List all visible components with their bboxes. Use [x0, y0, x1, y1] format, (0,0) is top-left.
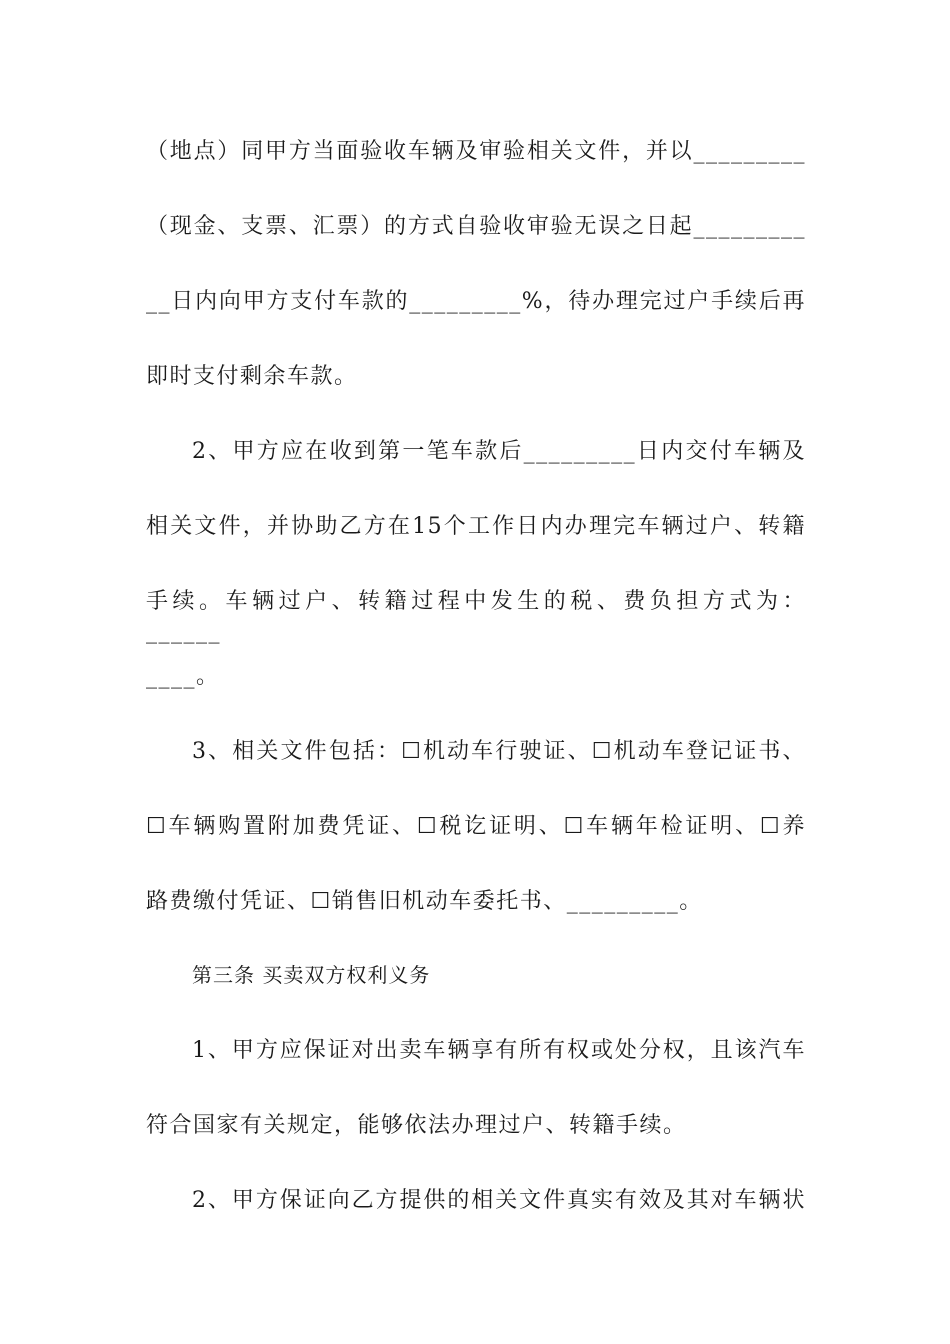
- paragraph-line: （地点）同甲方当面验收车辆及审验相关文件，并以_________: [146, 139, 806, 164]
- paragraph-line: 3、相关文件包括：☐机动车行驶证、☐机动车登记证书、: [192, 739, 806, 764]
- paragraph-line: 2、甲方保证向乙方提供的相关文件真实有效及其对车辆状: [192, 1188, 806, 1213]
- paragraph-line: __日内向甲方支付车款的_________%，待办理完过户手续后再: [146, 289, 806, 314]
- paragraph-line: 1、甲方应保证对出卖车辆享有所有权或处分权，且该汽车: [192, 1038, 806, 1063]
- paragraph-line: 符合国家有关规定，能够依法办理过户、转籍手续。: [146, 1113, 687, 1138]
- paragraph-line: 即时支付剩余车款。: [146, 364, 358, 389]
- paragraph-line: 手续。车辆过户、转籍过程中发生的税、费负担方式为：______: [146, 589, 806, 644]
- paragraph-line: （现金、支票、汇票）的方式自验收审验无误之日起_________: [146, 214, 806, 239]
- paragraph-line: 相关文件，并协助乙方在15个工作日内办理完车辆过户、转籍: [146, 514, 806, 539]
- paragraph-line: 路费缴付凭证、☐销售旧机动车委托书、_________。: [146, 889, 703, 914]
- paragraph-line: 2、甲方应在收到第一笔车款后_________日内交付车辆及: [192, 439, 806, 464]
- paragraph-line: ____。: [146, 664, 220, 689]
- section-heading: 第三条 买卖双方权利义务: [192, 963, 431, 987]
- paragraph-line: ☐车辆购置附加费凭证、☐税讫证明、☐车辆年检证明、☐养: [146, 814, 806, 839]
